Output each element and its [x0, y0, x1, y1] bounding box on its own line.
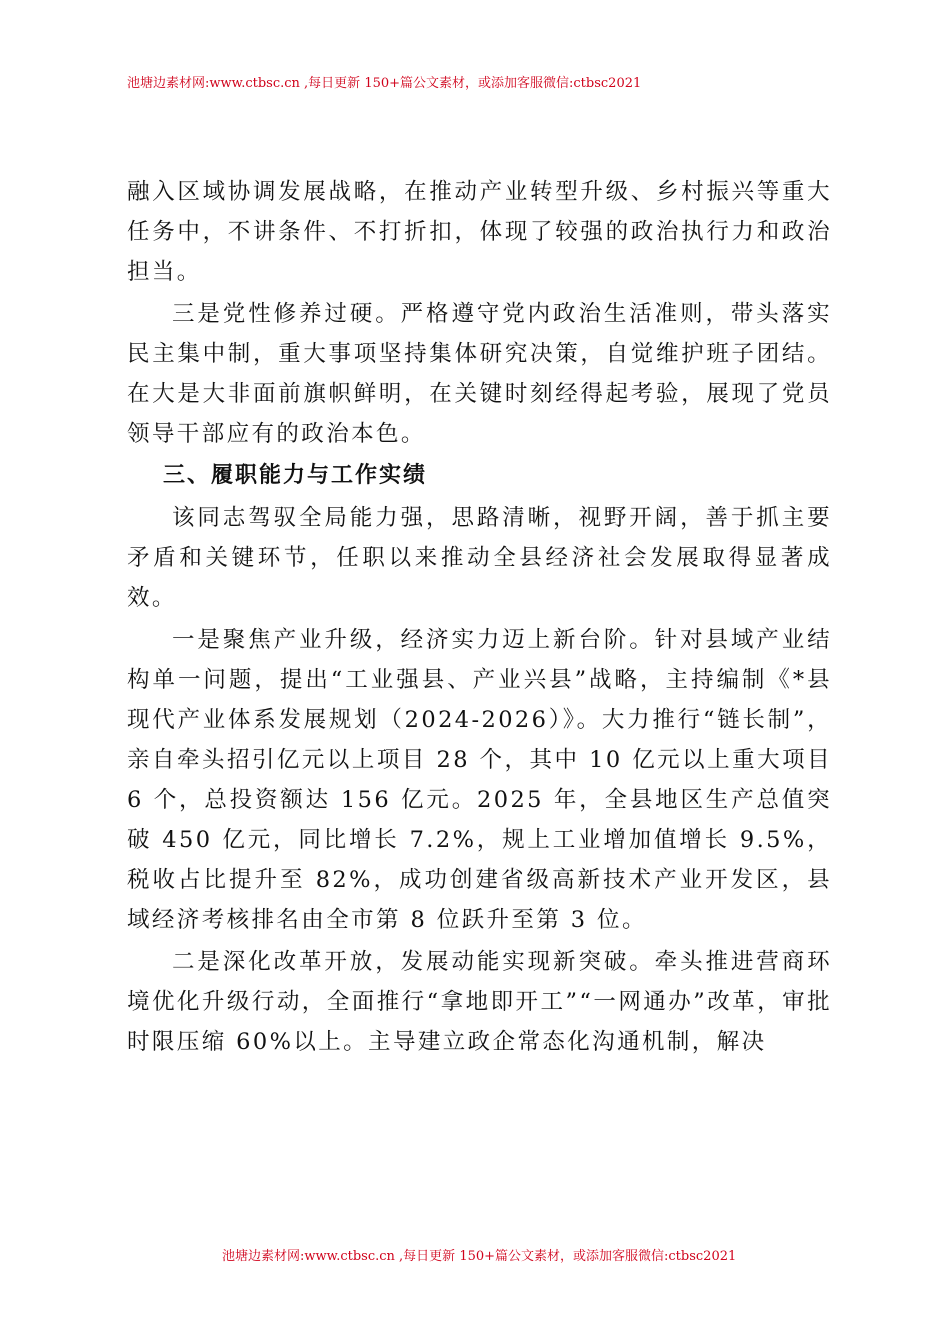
section-heading-performance: 三、履职能力与工作实绩 [163, 463, 428, 488]
paragraph-overall-ability: 该同志驾驭全局能力强，思路清晰，视野开阔，善于抓主要矛盾和关键环节，任职以来推动全县经济社会发展取得显著成效。 [127, 505, 832, 611]
footer-watermark-note: 池塘边素材网:www.ctbsc.cn ,每日更新 150+篇公文素材，或添加客服微信:ctbsc2021 [222, 1249, 737, 1264]
paragraph-reform-opening: 二是深化改革开放，发展动能实现新突破。牵头推进营商环境优化升级行动，全面推行“拿地即开工”“一网通办”改革，审批时限压缩 60%以上。主导建立政企常态化沟通机制，解决 [127, 949, 832, 1055]
document-body [127, 172, 832, 1064]
paragraph-continuation: 融入区域协调发展战略，在推动产业转型升级、乡村振兴等重大任务中，不讲条件、不打折扣，体现了较强的政治执行力和政治担当。 [127, 179, 832, 285]
paragraph-industry-upgrade: 一是聚焦产业升级，经济实力迈上新台阶。针对县域产业结构单一问题，提出“工业强县、产业兴县”战略，主持编制《*县现代产业体系发展规划（2024-2026）》。大力推行“链长制”，亲自牵头招引亿元以上项目 28 个，其中 10 亿元以上重大项目 6 个，总投资额达 156 亿元。2025 年，全县地区生产总值突破 450 亿元，同比增长 7.2%，规上工业增加值增长 9.5%，税收占比提升至 82%，成功创建省级高新技术产业开发区，县域经济考核排名由全市第 8 位跃升至第 3 位。 [127, 627, 832, 933]
header-watermark-note: 池塘边素材网:www.ctbsc.cn ,每日更新 150+篇公文素材，或添加客服微信:ctbsc2021 [127, 76, 642, 91]
paragraph-party-spirit: 三是党性修养过硬。严格遵守党内政治生活准则，带头落实民主集中制，重大事项坚持集体研究决策，自觉维护班子团结。在大是大非面前旗帜鲜明，在关键时刻经得起考验，展现了党员领导干部应有的政治本色。 [127, 301, 832, 447]
